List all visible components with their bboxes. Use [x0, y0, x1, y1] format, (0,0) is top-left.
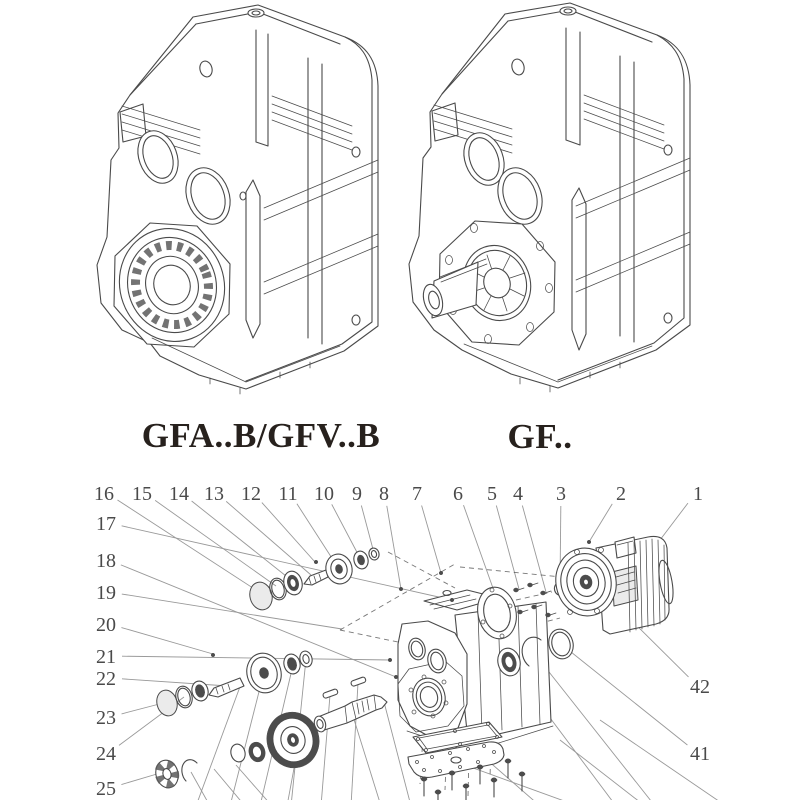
- part-number-42: 42: [690, 676, 710, 698]
- key: [350, 676, 366, 686]
- caption-gfab: GFA..B/GFV..B: [141, 416, 381, 455]
- gearbox-drawing-gf: [409, 3, 690, 392]
- part-number-24: 24: [96, 743, 116, 765]
- caption-gf: GF..: [507, 417, 573, 456]
- key: [322, 688, 338, 698]
- leader-line-7: [422, 505, 441, 573]
- part-number-12: 12: [241, 483, 261, 505]
- leader-line-5: [496, 506, 519, 589]
- output-shaft: [318, 695, 387, 731]
- part-number-20: 20: [96, 614, 116, 636]
- part-number-25: 25: [96, 778, 116, 800]
- part-number-15: 15: [132, 483, 152, 505]
- part-number-10: 10: [314, 483, 334, 505]
- motor-screw: [587, 540, 591, 544]
- part-number-8: 8: [379, 483, 389, 505]
- leader-line-12: [262, 503, 315, 562]
- leader-line-20: [121, 628, 213, 654]
- oil-plug: [248, 9, 264, 17]
- plug-screw: [399, 587, 403, 591]
- washer: [229, 742, 247, 763]
- intermediate-assembly: [154, 649, 314, 718]
- part-number-3: 3: [556, 483, 566, 505]
- leader-line-9: [361, 506, 374, 553]
- oil-plug: [560, 7, 576, 15]
- leader-line-22: [122, 679, 228, 686]
- set-screw: [211, 653, 215, 657]
- lock-nut: [368, 547, 381, 561]
- part-number-16: 16: [94, 483, 114, 505]
- cutoff-leader-line: [321, 695, 330, 800]
- part-number-18: 18: [96, 550, 116, 572]
- part-number-1: 1: [693, 483, 703, 505]
- part-number-21: 21: [96, 646, 116, 668]
- part-number-13: 13: [204, 483, 224, 505]
- part-number-5: 5: [487, 483, 497, 505]
- end-cap: [247, 580, 275, 613]
- part-number-17: 17: [96, 513, 116, 535]
- drain-screw: [394, 675, 398, 679]
- part-number-23: 23: [96, 707, 116, 729]
- motor: [550, 536, 676, 634]
- part-number-11: 11: [278, 483, 298, 505]
- part-number-2: 2: [616, 483, 626, 505]
- part-number-4: 4: [513, 483, 523, 505]
- leader-line-41: [561, 644, 687, 745]
- exploded-diagram: [94, 483, 726, 800]
- housing: [388, 571, 553, 752]
- output-assembly: [153, 676, 387, 790]
- gearbox-drawing-gfab: [97, 5, 378, 394]
- cutoff-leader-line: [214, 769, 245, 800]
- eye-bolt-screw: [450, 598, 454, 602]
- cutoff-leader-line: [352, 713, 381, 800]
- part-number-14: 14: [169, 483, 189, 505]
- cutoff-leader-line: [196, 684, 241, 800]
- leader-line-19: [122, 594, 342, 629]
- part-number-7: 7: [412, 483, 422, 505]
- leader-line-2: [589, 504, 612, 542]
- leader-line-4: [522, 506, 546, 592]
- leader-line-15: [155, 500, 276, 586]
- intermediate-pinion-shaft: [209, 678, 244, 697]
- vent-screw: [388, 658, 392, 662]
- part-number-41: 41: [690, 743, 710, 765]
- leader-line-8: [387, 506, 401, 589]
- leader-line-16: [117, 500, 259, 592]
- set-screw: [314, 560, 318, 564]
- oil-seal-ring: [546, 626, 577, 661]
- cutoff-leader-line: [230, 676, 263, 800]
- leader-line-10: [332, 504, 360, 558]
- leader-line-14: [192, 501, 291, 580]
- part-number-22: 22: [96, 668, 116, 690]
- leader-line-6: [464, 505, 494, 591]
- cutoff-leader-line: [236, 765, 272, 800]
- part-number-9: 9: [352, 483, 362, 505]
- part-number-19: 19: [96, 582, 116, 604]
- leader-line-1: [660, 503, 688, 540]
- part-number-6: 6: [453, 483, 463, 505]
- captions: [142, 416, 573, 456]
- cutoff-leader-line: [560, 740, 645, 800]
- plug-screw: [439, 571, 443, 575]
